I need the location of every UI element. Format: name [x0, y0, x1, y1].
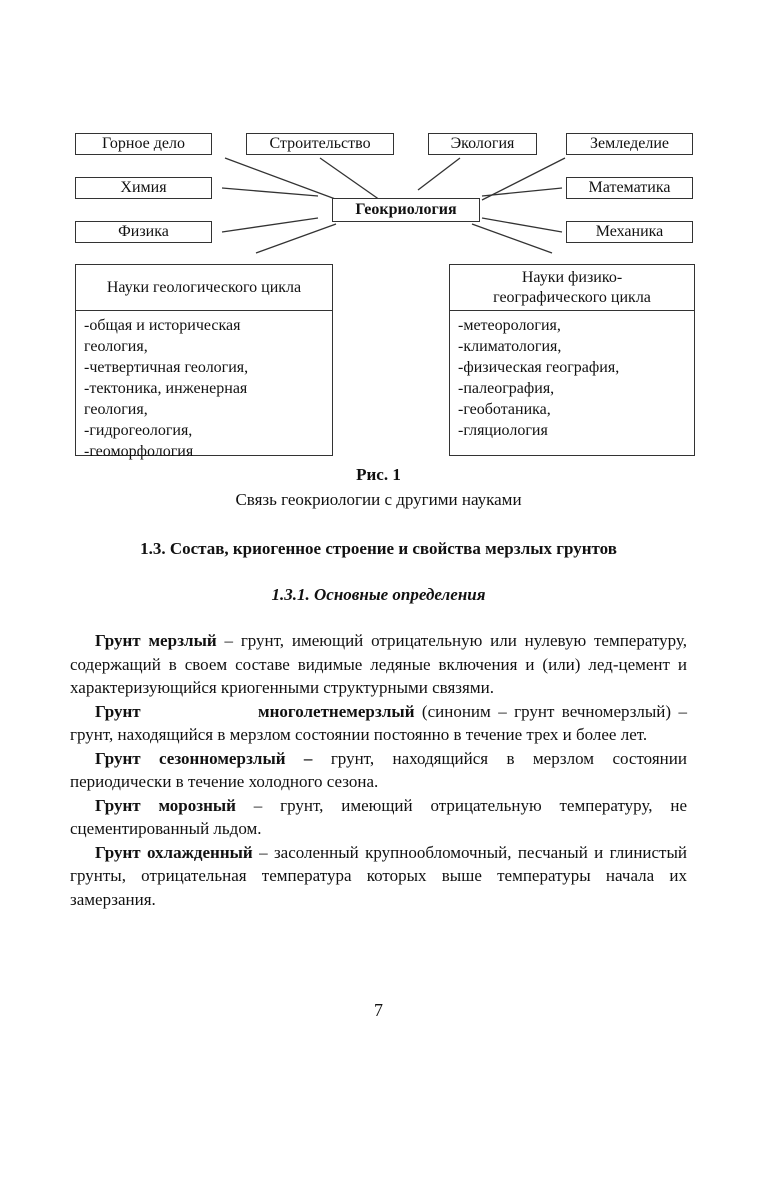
definition-term: Грунт морозный [95, 795, 236, 815]
list-item: -метеорология, [458, 317, 561, 334]
geology-cycle-box [75, 264, 333, 460]
box-agriculture: Земледелие [566, 133, 693, 155]
list-item: геология, [84, 338, 148, 355]
list-item: -климатология, [458, 338, 562, 355]
figure-caption: Связь геокриологии с другими науками [235, 490, 522, 509]
connector-line [222, 218, 318, 232]
list-item: -гидрогеология, [84, 422, 193, 439]
list-item: геология, [84, 401, 148, 418]
list-item: -физическая география, [458, 359, 620, 376]
list-item: -общая и историческая [84, 317, 241, 334]
geology-cycle-title: Науки геологического цикла [76, 265, 332, 311]
definitions-text [70, 629, 687, 911]
box-ecology: Экология [428, 133, 537, 155]
box-mathematics: Математика [566, 177, 693, 199]
list-item: -геоморфология [84, 443, 194, 460]
box-chemistry: Химия [75, 177, 212, 199]
connector-line [482, 188, 562, 196]
definition-body: грунт, находящийся в мерзлом состоянии периодически в течение холодного сезона. [70, 748, 687, 791]
physgeo-cycle-box [449, 264, 695, 456]
definition-paragraph [70, 629, 687, 700]
physgeo-cycle-list [450, 311, 694, 445]
box-physics: Физика [75, 221, 212, 243]
page-number: 7 [374, 1000, 383, 1020]
definition-body: – засоленный крупнообломочный, песчаный и глинистый грунты, отрицательная температура которых выше температуры начала их замерзания. [70, 842, 688, 909]
figure-label: Рис. 1 [356, 465, 401, 484]
subsection-title: 1.3.1. Основные определения [271, 585, 486, 604]
definition-term: Грунт охлажденный [95, 842, 253, 862]
box-construction: Строительство [246, 133, 394, 155]
box-mining: Горное дело [75, 133, 212, 155]
connector-line [225, 158, 338, 200]
list-item: -гляциология [458, 422, 548, 439]
physgeo-title-line1: Науки физико- [521, 268, 623, 286]
connector-line [320, 158, 380, 200]
box-geocryology: Геокриология [332, 198, 480, 222]
list-item: -палеография, [458, 380, 555, 397]
definition-paragraph [70, 794, 687, 841]
list-item: -геоботаника, [458, 401, 551, 418]
definition-paragraph [70, 747, 687, 794]
geology-cycle-list [76, 311, 332, 466]
connector-line [222, 188, 318, 196]
physgeo-cycle-title [450, 265, 694, 311]
connector-line [482, 218, 562, 232]
box-mechanics: Механика [566, 221, 693, 243]
definition-term: Грунт мерзлый [95, 631, 217, 650]
connector-line [256, 224, 336, 253]
section-title: 1.3. Состав, криогенное строение и свойства мерзлых грунтов [140, 539, 617, 558]
definition-paragraph [70, 841, 687, 912]
physgeo-title-line2: географического цикла [493, 288, 651, 306]
definition-body: – грунт, имеющий отрицательную или нулевую температуру, содержащий в своем составе видимые ледяные включения и (или) лед-цемент и характеризующийся криогенными структурными связями. [70, 631, 687, 697]
list-item: -тектоника, инженерная [84, 380, 248, 397]
definition-term: Грунт сезонномерзлый – [95, 748, 313, 768]
definition-body: (синоним – грунт вечномерзлый) – грунт, находящийся в мерзлом состоянии постоянно в течение трех и более лет. [70, 701, 687, 744]
definition-body: – грунт, имеющий отрицательную температуру, не сцементированный льдом. [70, 795, 687, 838]
connector-line [418, 158, 460, 190]
definition-term: Грунт многолетнемерзлый [95, 701, 415, 721]
connector-line [482, 158, 565, 200]
list-item: -четвертичная геология, [84, 359, 249, 376]
definition-paragraph [70, 700, 687, 747]
